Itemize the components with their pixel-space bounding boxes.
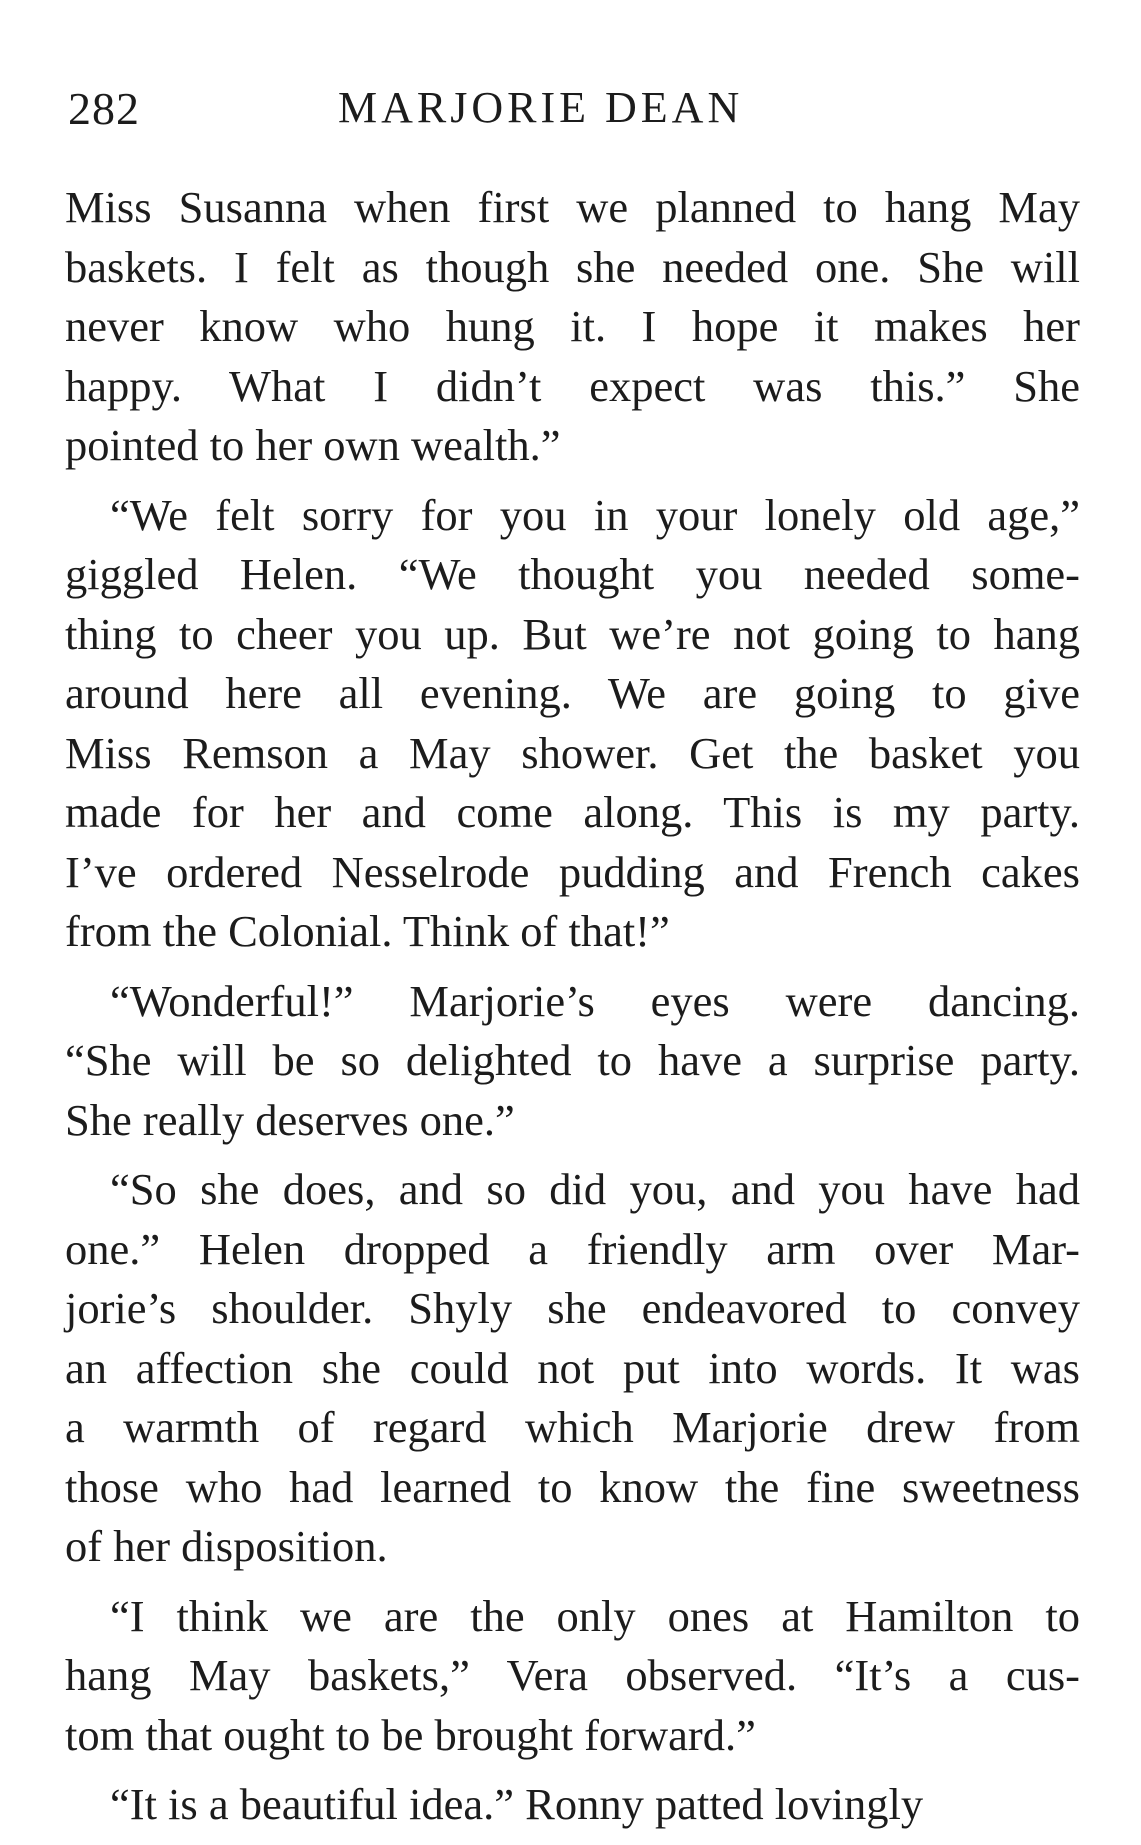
body-text bbox=[65, 178, 1080, 1845]
page-header bbox=[68, 82, 1078, 142]
text-line: I’ve ordered Nesselrode pudding and French cakes bbox=[65, 846, 1080, 897]
text-line: Miss Remson a May shower. Get the basket you bbox=[65, 727, 1080, 778]
text-line: never know who hung it. I hope it makes her bbox=[65, 301, 1080, 351]
text-line: “She will be so delighted to have a surprise party. bbox=[65, 1035, 1080, 1085]
text-line: around here all evening. We are going to give bbox=[65, 668, 1080, 718]
paragraph bbox=[65, 1587, 1080, 1766]
text-line: “Wonderful!” Marjorie’s eyes were dancing. bbox=[110, 975, 1080, 1026]
text-line: tom that ought to be brought forward.” bbox=[65, 1709, 756, 1760]
text-line: from the Colonial. Think of that!” bbox=[65, 906, 670, 956]
text-line: giggled Helen. “We thought you needed some- bbox=[65, 549, 1080, 599]
text-line: “I think we are the only ones at Hamilton to bbox=[110, 1590, 1080, 1641]
text-line: those who had learned to know the fine sweetness bbox=[65, 1461, 1080, 1512]
text-line: of her disposition. bbox=[65, 1521, 388, 1571]
paragraph bbox=[65, 1775, 1080, 1835]
paragraph bbox=[65, 486, 1080, 962]
text-line: pointed to her own wealth.” bbox=[65, 420, 561, 470]
running-head: MARJORIE DEAN bbox=[338, 83, 744, 132]
text-line: an affection she could not put into words. It was bbox=[65, 1342, 1080, 1393]
text-line: “We felt sorry for you in your lonely old age,” bbox=[110, 489, 1080, 540]
text-line: hang May baskets,” Vera observed. “It’s a cus- bbox=[65, 1650, 1080, 1700]
text-line: jorie’s shoulder. Shyly she endeavored to convey bbox=[65, 1283, 1080, 1333]
paragraph bbox=[65, 178, 1080, 476]
text-line: “So she does, and so did you, and you have had bbox=[110, 1164, 1080, 1214]
paragraph bbox=[65, 972, 1080, 1151]
text-line: She really deserves one.” bbox=[65, 1094, 515, 1145]
text-line: thing to cheer you up. But we’re not going to hang bbox=[65, 608, 1080, 659]
page-number: 282 bbox=[68, 83, 140, 134]
text-line: a warmth of regard which Marjorie drew from bbox=[65, 1402, 1080, 1452]
text-line: “It is a beautiful idea.” Ronny patted lovingly bbox=[110, 1779, 924, 1829]
text-line: Miss Susanna when first we planned to hang May bbox=[65, 182, 1080, 232]
text-line: made for her and come along. This is my party. bbox=[65, 787, 1080, 837]
text-line: happy. What I didn’t expect was this.” She bbox=[65, 360, 1080, 411]
text-line: one.” Helen dropped a friendly arm over Mar- bbox=[65, 1223, 1080, 1274]
paragraph bbox=[65, 1160, 1080, 1577]
text-line: baskets. I felt as though she needed one. She will bbox=[65, 241, 1080, 292]
